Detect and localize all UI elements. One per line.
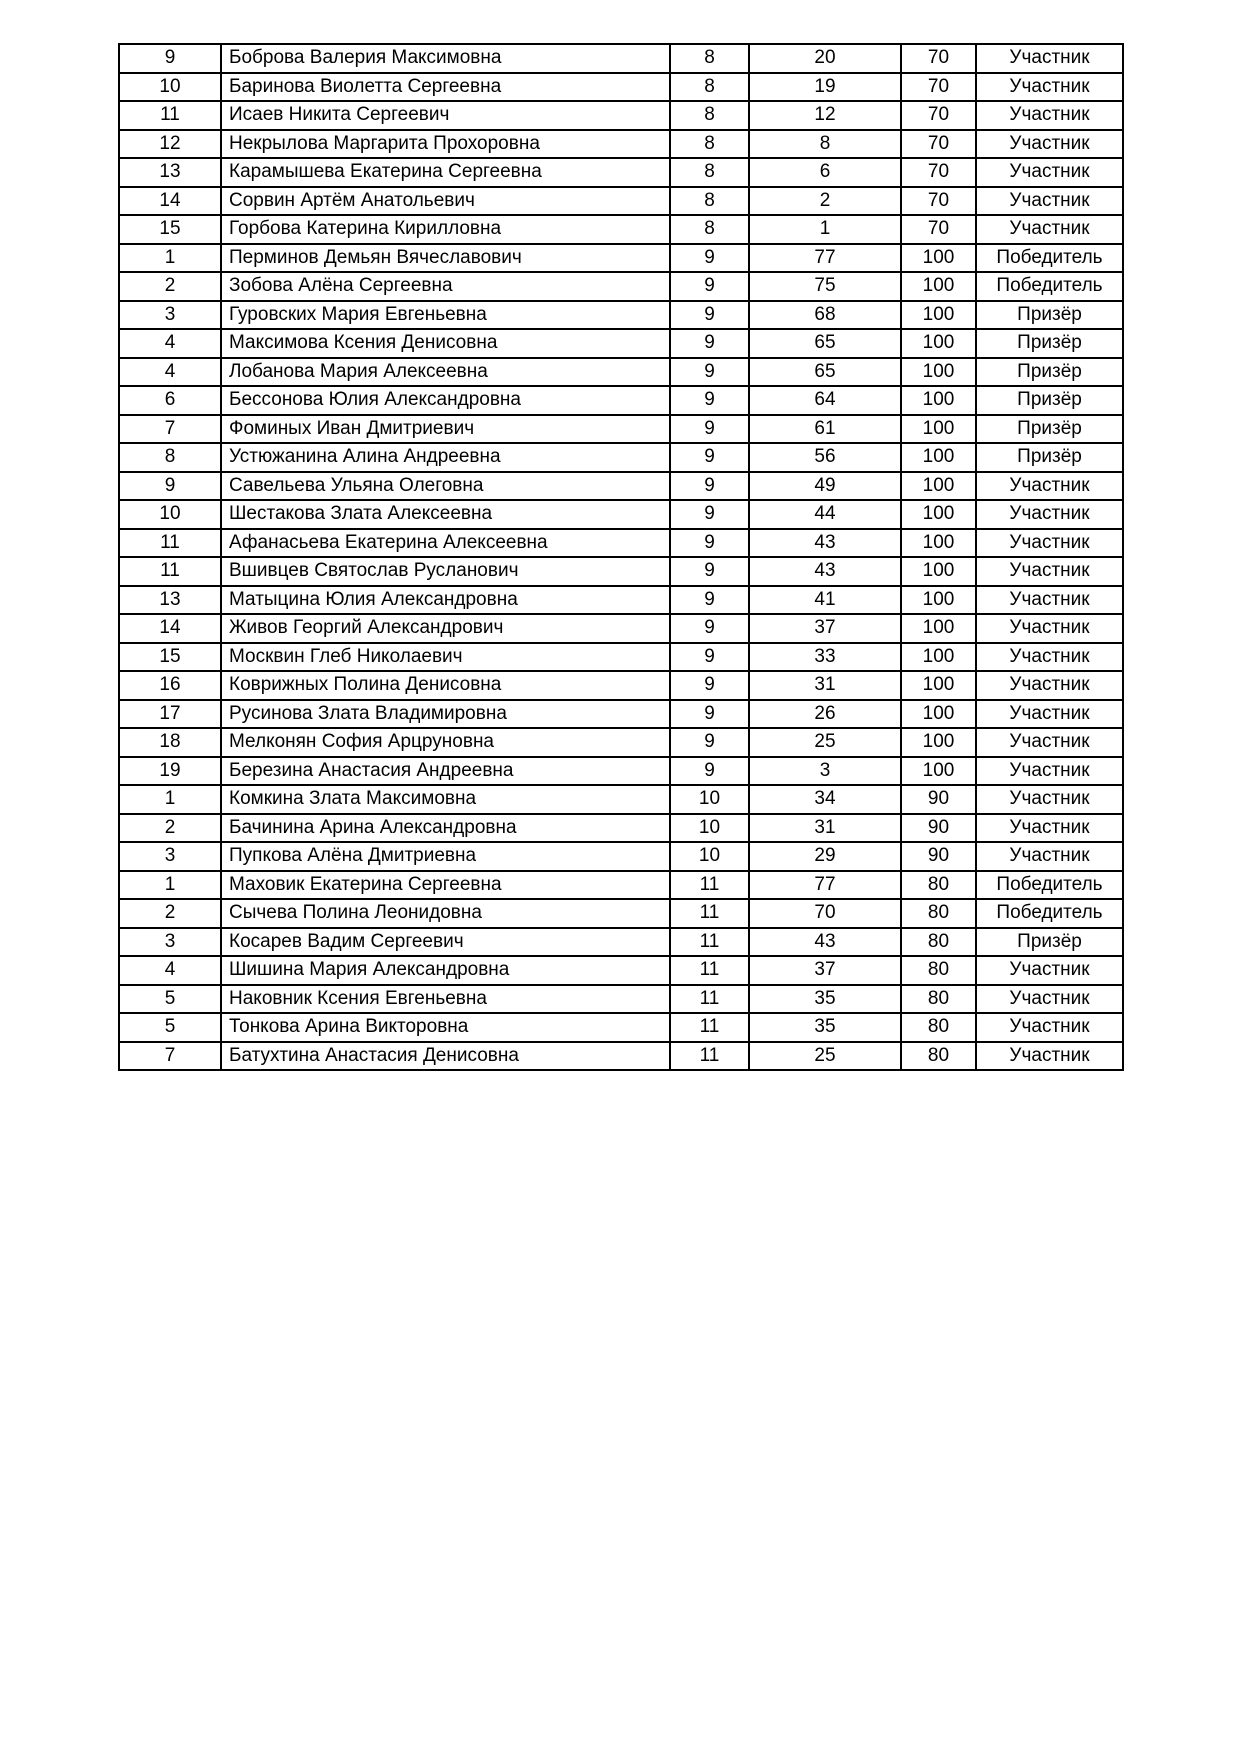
table-row <box>119 472 1123 501</box>
name-cell: Коврижных Полина Денисовна <box>221 671 670 700</box>
name-cell: Наковник Ксения Евгеньевна <box>221 985 670 1014</box>
score-cell: 29 <box>749 842 901 871</box>
name-cell: Шишина Мария Александровна <box>221 956 670 985</box>
table-row <box>119 700 1123 729</box>
name-cell: Максимова Ксения Денисовна <box>221 329 670 358</box>
table-row <box>119 671 1123 700</box>
status-cell: Участник <box>976 956 1123 985</box>
grade-cell: 8 <box>670 158 749 187</box>
grade-cell: 9 <box>670 329 749 358</box>
rank-cell: 4 <box>119 329 221 358</box>
status-cell: Участник <box>976 529 1123 558</box>
name-cell: Русинова Злата Владимировна <box>221 700 670 729</box>
max-score-cell: 100 <box>901 443 976 472</box>
score-cell: 3 <box>749 757 901 786</box>
rank-cell: 15 <box>119 643 221 672</box>
grade-cell: 9 <box>670 728 749 757</box>
max-score-cell: 100 <box>901 244 976 273</box>
name-cell: Москвин Глеб Николаевич <box>221 643 670 672</box>
rank-cell: 3 <box>119 928 221 957</box>
score-cell: 25 <box>749 728 901 757</box>
status-cell: Участник <box>976 614 1123 643</box>
name-cell: Зобова Алёна Сергеевна <box>221 272 670 301</box>
table-row <box>119 215 1123 244</box>
table-row <box>119 1042 1123 1071</box>
max-score-cell: 90 <box>901 842 976 871</box>
score-cell: 65 <box>749 358 901 387</box>
max-score-cell: 80 <box>901 985 976 1014</box>
grade-cell: 9 <box>670 415 749 444</box>
name-cell: Боброва Валерия Максимовна <box>221 44 670 73</box>
rank-cell: 4 <box>119 956 221 985</box>
table-row <box>119 814 1123 843</box>
score-cell: 2 <box>749 187 901 216</box>
score-cell: 43 <box>749 928 901 957</box>
score-cell: 25 <box>749 1042 901 1071</box>
name-cell: Баринова Виолетта Сергеевна <box>221 73 670 102</box>
status-cell: Победитель <box>976 272 1123 301</box>
max-score-cell: 70 <box>901 187 976 216</box>
grade-cell: 11 <box>670 1042 749 1071</box>
table-row <box>119 187 1123 216</box>
grade-cell: 9 <box>670 757 749 786</box>
grade-cell: 8 <box>670 215 749 244</box>
status-cell: Участник <box>976 472 1123 501</box>
table-row <box>119 871 1123 900</box>
table-row <box>119 956 1123 985</box>
status-cell: Участник <box>976 101 1123 130</box>
rank-cell: 6 <box>119 386 221 415</box>
max-score-cell: 100 <box>901 700 976 729</box>
rank-cell: 3 <box>119 301 221 330</box>
rank-cell: 13 <box>119 158 221 187</box>
max-score-cell: 100 <box>901 358 976 387</box>
max-score-cell: 70 <box>901 101 976 130</box>
name-cell: Маховик Екатерина Сергеевна <box>221 871 670 900</box>
results-table-body <box>119 44 1123 1070</box>
status-cell: Участник <box>976 757 1123 786</box>
table-row <box>119 899 1123 928</box>
grade-cell: 11 <box>670 928 749 957</box>
max-score-cell: 100 <box>901 529 976 558</box>
table-row <box>119 643 1123 672</box>
rank-cell: 11 <box>119 529 221 558</box>
grade-cell: 9 <box>670 386 749 415</box>
grade-cell: 9 <box>670 472 749 501</box>
score-cell: 35 <box>749 1013 901 1042</box>
max-score-cell: 100 <box>901 671 976 700</box>
name-cell: Бессонова Юлия Александровна <box>221 386 670 415</box>
status-cell: Участник <box>976 671 1123 700</box>
status-cell: Победитель <box>976 244 1123 273</box>
status-cell: Призёр <box>976 415 1123 444</box>
rank-cell: 9 <box>119 44 221 73</box>
score-cell: 61 <box>749 415 901 444</box>
status-cell: Участник <box>976 500 1123 529</box>
table-row <box>119 301 1123 330</box>
grade-cell: 10 <box>670 842 749 871</box>
status-cell: Участник <box>976 1042 1123 1071</box>
rank-cell: 11 <box>119 557 221 586</box>
status-cell: Победитель <box>976 871 1123 900</box>
grade-cell: 10 <box>670 785 749 814</box>
grade-cell: 9 <box>670 244 749 273</box>
table-row <box>119 985 1123 1014</box>
rank-cell: 14 <box>119 187 221 216</box>
status-cell: Призёр <box>976 386 1123 415</box>
grade-cell: 9 <box>670 301 749 330</box>
status-cell: Призёр <box>976 329 1123 358</box>
score-cell: 8 <box>749 130 901 159</box>
score-cell: 31 <box>749 814 901 843</box>
name-cell: Бачинина Арина Александровна <box>221 814 670 843</box>
status-cell: Участник <box>976 44 1123 73</box>
rank-cell: 14 <box>119 614 221 643</box>
table-row <box>119 272 1123 301</box>
status-cell: Участник <box>976 700 1123 729</box>
max-score-cell: 70 <box>901 215 976 244</box>
status-cell: Призёр <box>976 443 1123 472</box>
grade-cell: 9 <box>670 671 749 700</box>
table-row <box>119 73 1123 102</box>
grade-cell: 9 <box>670 358 749 387</box>
score-cell: 12 <box>749 101 901 130</box>
status-cell: Призёр <box>976 301 1123 330</box>
score-cell: 1 <box>749 215 901 244</box>
name-cell: Комкина Злата Максимовна <box>221 785 670 814</box>
name-cell: Косарев Вадим Сергеевич <box>221 928 670 957</box>
score-cell: 56 <box>749 443 901 472</box>
score-cell: 37 <box>749 614 901 643</box>
table-row <box>119 557 1123 586</box>
rank-cell: 10 <box>119 73 221 102</box>
grade-cell: 8 <box>670 187 749 216</box>
score-cell: 41 <box>749 586 901 615</box>
grade-cell: 9 <box>670 614 749 643</box>
max-score-cell: 100 <box>901 557 976 586</box>
name-cell: Вшивцев Святослав Русланович <box>221 557 670 586</box>
table-row <box>119 928 1123 957</box>
table-row <box>119 586 1123 615</box>
score-cell: 68 <box>749 301 901 330</box>
rank-cell: 2 <box>119 814 221 843</box>
grade-cell: 9 <box>670 529 749 558</box>
grade-cell: 8 <box>670 44 749 73</box>
max-score-cell: 70 <box>901 73 976 102</box>
table-row <box>119 842 1123 871</box>
max-score-cell: 100 <box>901 415 976 444</box>
score-cell: 6 <box>749 158 901 187</box>
grade-cell: 11 <box>670 871 749 900</box>
rank-cell: 3 <box>119 842 221 871</box>
grade-cell: 11 <box>670 1013 749 1042</box>
name-cell: Тонкова Арина Викторовна <box>221 1013 670 1042</box>
score-cell: 64 <box>749 386 901 415</box>
grade-cell: 11 <box>670 899 749 928</box>
status-cell: Участник <box>976 643 1123 672</box>
status-cell: Участник <box>976 985 1123 1014</box>
grade-cell: 8 <box>670 73 749 102</box>
max-score-cell: 90 <box>901 814 976 843</box>
status-cell: Победитель <box>976 899 1123 928</box>
max-score-cell: 100 <box>901 643 976 672</box>
status-cell: Призёр <box>976 928 1123 957</box>
max-score-cell: 100 <box>901 329 976 358</box>
rank-cell: 1 <box>119 244 221 273</box>
table-row <box>119 529 1123 558</box>
status-cell: Участник <box>976 130 1123 159</box>
grade-cell: 9 <box>670 272 749 301</box>
max-score-cell: 80 <box>901 1013 976 1042</box>
name-cell: Исаев Никита Сергеевич <box>221 101 670 130</box>
rank-cell: 4 <box>119 358 221 387</box>
score-cell: 44 <box>749 500 901 529</box>
name-cell: Некрылова Маргарита Прохоровна <box>221 130 670 159</box>
score-cell: 70 <box>749 899 901 928</box>
status-cell: Призёр <box>976 358 1123 387</box>
table-row <box>119 757 1123 786</box>
rank-cell: 18 <box>119 728 221 757</box>
score-cell: 43 <box>749 529 901 558</box>
name-cell: Савельева Ульяна Олеговна <box>221 472 670 501</box>
name-cell: Гуровских Мария Евгеньевна <box>221 301 670 330</box>
table-row <box>119 386 1123 415</box>
rank-cell: 12 <box>119 130 221 159</box>
grade-cell: 9 <box>670 443 749 472</box>
name-cell: Афанасьева Екатерина Алексеевна <box>221 529 670 558</box>
max-score-cell: 80 <box>901 956 976 985</box>
max-score-cell: 100 <box>901 757 976 786</box>
table-row <box>119 329 1123 358</box>
name-cell: Шестакова Злата Алексеевна <box>221 500 670 529</box>
table-row <box>119 415 1123 444</box>
rank-cell: 16 <box>119 671 221 700</box>
status-cell: Участник <box>976 728 1123 757</box>
rank-cell: 11 <box>119 101 221 130</box>
max-score-cell: 100 <box>901 472 976 501</box>
name-cell: Сорвин Артём Анатольевич <box>221 187 670 216</box>
name-cell: Перминов Демьян Вячеславович <box>221 244 670 273</box>
grade-cell: 10 <box>670 814 749 843</box>
score-cell: 34 <box>749 785 901 814</box>
score-cell: 31 <box>749 671 901 700</box>
rank-cell: 2 <box>119 272 221 301</box>
grade-cell: 8 <box>670 130 749 159</box>
score-cell: 77 <box>749 871 901 900</box>
table-row <box>119 44 1123 73</box>
grade-cell: 9 <box>670 586 749 615</box>
results-table <box>118 43 1124 1071</box>
name-cell: Мелконян София Арцруновна <box>221 728 670 757</box>
rank-cell: 13 <box>119 586 221 615</box>
table-row <box>119 1013 1123 1042</box>
max-score-cell: 70 <box>901 158 976 187</box>
name-cell: Лобанова Мария Алексеевна <box>221 358 670 387</box>
grade-cell: 11 <box>670 985 749 1014</box>
rank-cell: 5 <box>119 1013 221 1042</box>
rank-cell: 7 <box>119 415 221 444</box>
name-cell: Фоминых Иван Дмитриевич <box>221 415 670 444</box>
score-cell: 33 <box>749 643 901 672</box>
status-cell: Участник <box>976 1013 1123 1042</box>
name-cell: Горбова Катерина Кирилловна <box>221 215 670 244</box>
status-cell: Участник <box>976 557 1123 586</box>
table-row <box>119 443 1123 472</box>
score-cell: 35 <box>749 985 901 1014</box>
max-score-cell: 100 <box>901 301 976 330</box>
max-score-cell: 80 <box>901 928 976 957</box>
score-cell: 49 <box>749 472 901 501</box>
rank-cell: 19 <box>119 757 221 786</box>
status-cell: Участник <box>976 187 1123 216</box>
rank-cell: 10 <box>119 500 221 529</box>
rank-cell: 7 <box>119 1042 221 1071</box>
score-cell: 65 <box>749 329 901 358</box>
status-cell: Участник <box>976 842 1123 871</box>
status-cell: Участник <box>976 814 1123 843</box>
rank-cell: 1 <box>119 785 221 814</box>
name-cell: Пупкова Алёна Дмитриевна <box>221 842 670 871</box>
grade-cell: 8 <box>670 101 749 130</box>
rank-cell: 8 <box>119 443 221 472</box>
rank-cell: 15 <box>119 215 221 244</box>
status-cell: Участник <box>976 215 1123 244</box>
max-score-cell: 100 <box>901 386 976 415</box>
max-score-cell: 90 <box>901 785 976 814</box>
rank-cell: 1 <box>119 871 221 900</box>
max-score-cell: 100 <box>901 272 976 301</box>
max-score-cell: 80 <box>901 899 976 928</box>
grade-cell: 11 <box>670 956 749 985</box>
table-row <box>119 614 1123 643</box>
name-cell: Батухтина Анастасия Денисовна <box>221 1042 670 1071</box>
name-cell: Березина Анастасия Андреевна <box>221 757 670 786</box>
score-cell: 19 <box>749 73 901 102</box>
rank-cell: 2 <box>119 899 221 928</box>
score-cell: 20 <box>749 44 901 73</box>
name-cell: Карамышева Екатерина Сергеевна <box>221 158 670 187</box>
table-row <box>119 785 1123 814</box>
max-score-cell: 100 <box>901 728 976 757</box>
table-row <box>119 358 1123 387</box>
max-score-cell: 70 <box>901 130 976 159</box>
max-score-cell: 100 <box>901 614 976 643</box>
table-row <box>119 500 1123 529</box>
rank-cell: 17 <box>119 700 221 729</box>
name-cell: Устюжанина Алина Андреевна <box>221 443 670 472</box>
name-cell: Матыцина Юлия Александровна <box>221 586 670 615</box>
max-score-cell: 80 <box>901 1042 976 1071</box>
grade-cell: 9 <box>670 643 749 672</box>
status-cell: Участник <box>976 586 1123 615</box>
table-row <box>119 244 1123 273</box>
score-cell: 43 <box>749 557 901 586</box>
grade-cell: 9 <box>670 500 749 529</box>
table-row <box>119 728 1123 757</box>
max-score-cell: 100 <box>901 500 976 529</box>
table-row <box>119 158 1123 187</box>
status-cell: Участник <box>976 158 1123 187</box>
max-score-cell: 70 <box>901 44 976 73</box>
score-cell: 26 <box>749 700 901 729</box>
table-row <box>119 101 1123 130</box>
rank-cell: 9 <box>119 472 221 501</box>
score-cell: 37 <box>749 956 901 985</box>
name-cell: Сычева Полина Леонидовна <box>221 899 670 928</box>
max-score-cell: 100 <box>901 586 976 615</box>
table-row <box>119 130 1123 159</box>
name-cell: Живов Георгий Александрович <box>221 614 670 643</box>
rank-cell: 5 <box>119 985 221 1014</box>
grade-cell: 9 <box>670 557 749 586</box>
grade-cell: 9 <box>670 700 749 729</box>
score-cell: 77 <box>749 244 901 273</box>
max-score-cell: 80 <box>901 871 976 900</box>
status-cell: Участник <box>976 73 1123 102</box>
status-cell: Участник <box>976 785 1123 814</box>
score-cell: 75 <box>749 272 901 301</box>
